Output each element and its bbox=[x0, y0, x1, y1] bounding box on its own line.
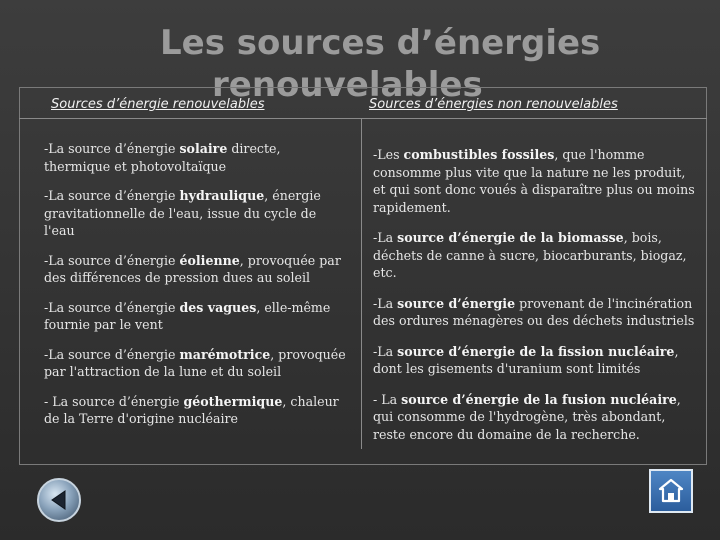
item-keyword: source d’énergie de la biomasse bbox=[397, 230, 624, 245]
list-item bbox=[373, 391, 699, 444]
list-item bbox=[373, 295, 699, 330]
right-column-header: Sources d’énergies non renouvelables bbox=[369, 97, 618, 112]
item-text: , provoquée par des différences de pression dues au soleil bbox=[44, 252, 341, 285]
header-divider bbox=[19, 118, 707, 119]
slide-title-line-2: renouvelables bbox=[212, 65, 483, 105]
list-item bbox=[44, 299, 348, 334]
item-keyword: des vagues bbox=[179, 299, 257, 315]
home-button[interactable] bbox=[649, 469, 693, 513]
item-text: -La source d’énergie bbox=[44, 299, 180, 315]
list-item bbox=[44, 187, 348, 240]
list-item bbox=[44, 140, 348, 175]
item-text: , chaleur de la Terre d'origine nucléaire bbox=[44, 393, 339, 426]
item-text: -Les bbox=[373, 147, 404, 162]
left-column-header: Sources d’énergie renouvelables bbox=[51, 97, 265, 112]
list-item bbox=[44, 252, 348, 287]
item-text: -La bbox=[373, 230, 398, 245]
slide-title-line-1: Les sources d’énergies bbox=[160, 23, 601, 63]
item-text: , bois, déchets de canne à sucre, biocarburants, biogaz, etc. bbox=[373, 230, 687, 280]
column-divider bbox=[361, 119, 362, 449]
item-text: -La bbox=[373, 343, 398, 359]
item-text: , que l'homme consomme plus vite que la nature ne les produit, et qui sont donc voués à disparaître plus ou moins rapidement. bbox=[373, 147, 695, 215]
item-text: , elle-même fournie par le vent bbox=[44, 299, 331, 332]
item-keyword: solaire bbox=[179, 141, 228, 156]
item-keyword: source d’énergie bbox=[397, 295, 516, 311]
item-text: -La source d’énergie bbox=[44, 188, 180, 203]
item-text: -La source d’énergie bbox=[44, 346, 180, 362]
item-keyword: géothermique bbox=[183, 393, 283, 409]
item-text: - La bbox=[373, 391, 402, 407]
list-item bbox=[373, 343, 699, 378]
home-icon bbox=[656, 476, 686, 506]
item-text: -La bbox=[373, 295, 398, 311]
item-keyword: hydraulique bbox=[179, 188, 265, 203]
item-text: directe, thermique et photovoltaïque bbox=[44, 141, 281, 174]
item-keyword: source d’énergie de la fusion nucléaire bbox=[401, 391, 677, 407]
item-keyword: éolienne bbox=[179, 252, 240, 268]
item-text: , énergie gravitationnelle de l'eau, issue du cycle de l'eau bbox=[44, 188, 321, 238]
list-item bbox=[373, 229, 699, 282]
item-keyword: source d’énergie de la fission nucléaire bbox=[397, 343, 675, 359]
item-text: , dont les gisements d'uranium sont limités bbox=[373, 343, 679, 376]
non-renewable-list bbox=[373, 146, 699, 456]
item-keyword: marémotrice bbox=[179, 346, 271, 362]
item-text: -La source d’énergie bbox=[44, 141, 180, 156]
list-item bbox=[44, 393, 348, 428]
back-arrow-icon bbox=[47, 488, 71, 512]
item-keyword: combustibles fossiles bbox=[403, 147, 555, 162]
list-item bbox=[44, 346, 348, 381]
back-button[interactable] bbox=[37, 478, 81, 522]
item-text: , provoquée par l'attraction de la lune et du soleil bbox=[44, 346, 346, 379]
renewable-list bbox=[44, 140, 348, 440]
list-item bbox=[373, 146, 699, 216]
item-text: provenant de l'incinération des ordures ménagères ou des déchets industriels bbox=[373, 295, 695, 328]
item-text: , qui consomme de l'hydrogène, très abondant, reste encore du domaine de la recherche. bbox=[373, 391, 681, 442]
item-text: -La source d’énergie bbox=[44, 252, 180, 268]
item-text: - La source d’énergie bbox=[44, 393, 184, 409]
